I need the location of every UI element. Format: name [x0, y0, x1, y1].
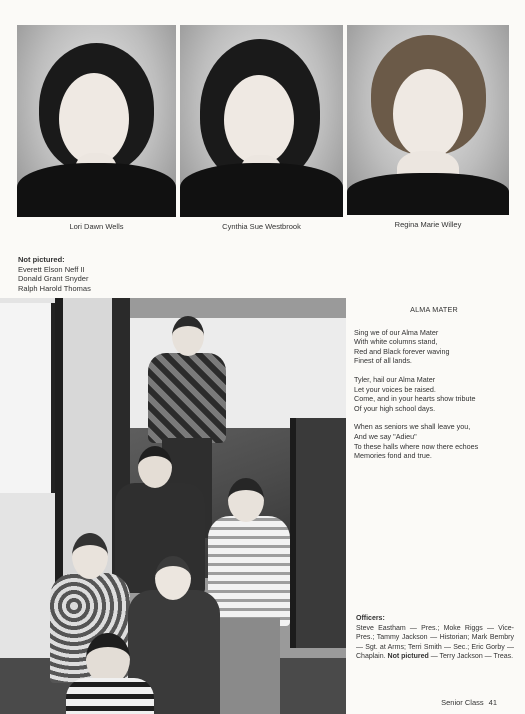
lyric-line: Of your high school days. [354, 403, 436, 413]
portrait-face [393, 69, 463, 159]
lyric-line: Memories fond and true. [354, 451, 432, 461]
section-label: Senior Class [441, 698, 484, 707]
not-pictured-list [18, 255, 91, 293]
portrait-gown [347, 173, 509, 215]
portrait-caption-3: Regina Marie Willey [394, 220, 462, 229]
lyric-line: Tyler, hail our Alma Mater [354, 374, 436, 384]
portrait-face [59, 73, 129, 165]
portrait-face [224, 75, 294, 165]
lyric-line: Let your voices be raised. [354, 384, 436, 394]
page-number: 41 [488, 698, 497, 707]
person-right-legs [220, 618, 280, 714]
person-right-sweater [208, 516, 290, 626]
portrait-gown [180, 163, 343, 217]
not-pictured-name: Everett Elson Neff II [18, 264, 85, 274]
officers-block [356, 614, 514, 662]
lyric-line: Come, and in your hearts show tribute [354, 394, 476, 404]
not-pictured-heading: Not pictured: [18, 255, 65, 264]
alma-mater-stanza [354, 328, 514, 366]
officers-list: Steve Eastham — Pres.; Moke Riggs — Vice-Pres.; Tammy Jackson — Historian; Mark Bembry — Sgt. at Arms; Terri Smith — Sec.; Eric Gorby — Chaplain. [356, 624, 514, 661]
lyric-line: Red and Black forever waving [354, 346, 450, 356]
person-front-head [155, 556, 191, 600]
alma-mater-stanza [354, 375, 514, 413]
alma-mater-lyrics [354, 305, 514, 470]
page-footer [441, 698, 497, 707]
portrait-photo-1 [17, 25, 176, 217]
not-pictured-name: Donald Grant Snyder [18, 274, 89, 283]
not-pictured-name: Ralph Harold Thomas [18, 283, 91, 293]
person-middle-head [138, 446, 172, 488]
lyric-line: With white columns stand, [354, 337, 438, 347]
lyric-line: When as seniors we shall leave you, [354, 422, 471, 432]
portrait-photo-3 [347, 25, 509, 215]
lyric-line: To these halls where now there echoes [354, 441, 479, 451]
person-top-head [172, 316, 204, 356]
person-left-head [72, 533, 108, 579]
person-top-shirt [148, 353, 226, 443]
group-photo [0, 298, 346, 714]
lyric-line: And we say "Adieu" [354, 431, 417, 441]
portrait-gown [17, 163, 176, 217]
officers-not-pictured-label: Not pictured [387, 653, 429, 661]
lyric-line: Sing we of our Alma Mater [354, 327, 439, 337]
lyric-line: Finest of all lands. [354, 356, 412, 366]
person-right-head [228, 478, 264, 522]
portrait-caption-2: Cynthia Sue Westbrook [222, 222, 301, 231]
alma-mater-title: ALMA MATER [410, 305, 458, 314]
person-bottom-shirt [66, 678, 154, 714]
officers-heading: Officers: [356, 615, 385, 622]
officers-not-pictured-text: — Terry Jackson — Treas. [428, 653, 514, 661]
portrait-photo-2 [180, 25, 343, 217]
alma-mater-stanza [354, 422, 514, 460]
window-left [0, 303, 55, 493]
door-right [290, 418, 346, 648]
portrait-caption-1: Lori Dawn Wells [69, 222, 124, 231]
